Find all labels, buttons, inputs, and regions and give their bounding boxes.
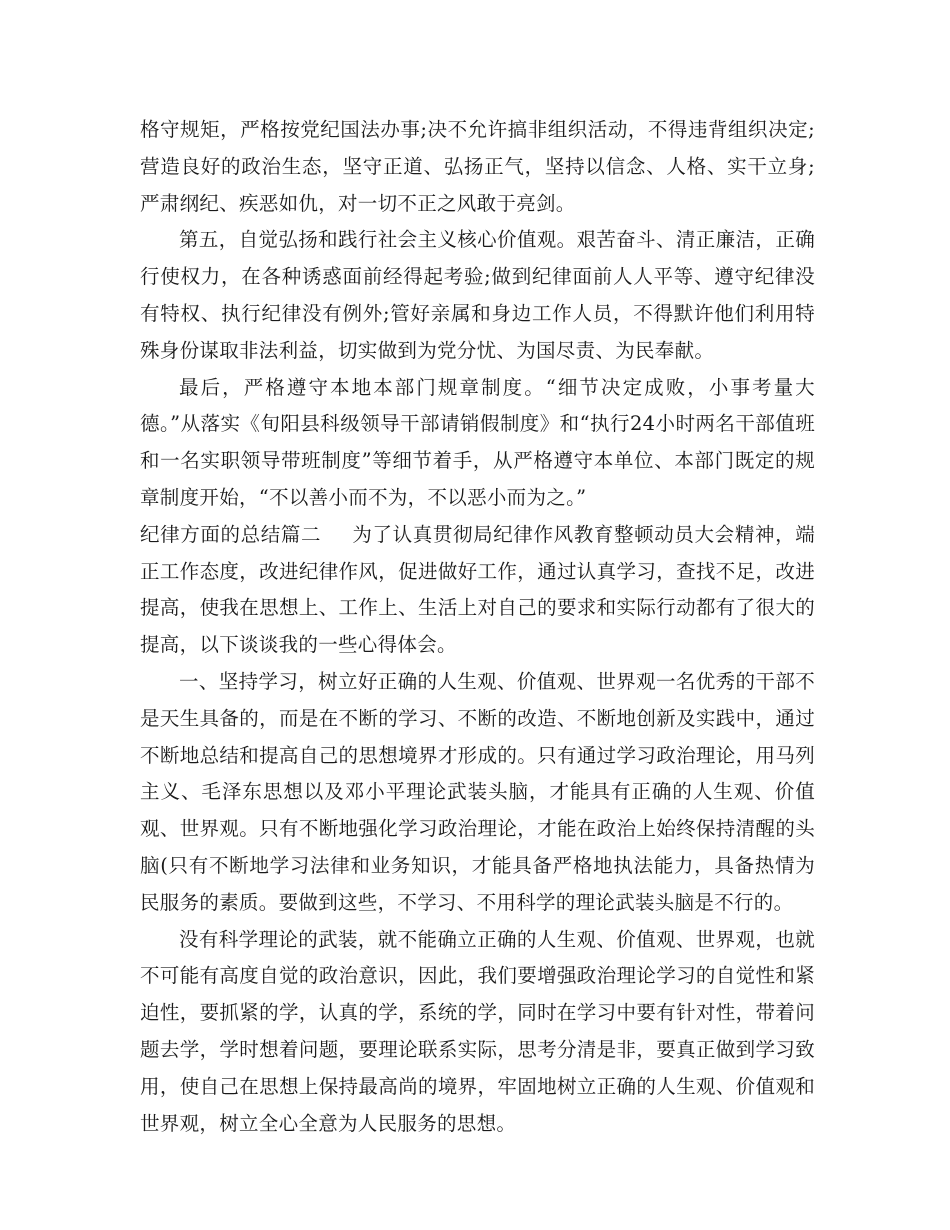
paragraph-point-one: 一、坚持学习，树立好正确的人生观、价值观、世界观一名优秀的干部不是天生具备的，而是在不断的学习、不断的改造、不断地创新及实践中，通过不断地总结和提高自己的思想境界才形成的。只有通过学习政治理论，用马列主义、毛泽东思想以及邓小平理论武装头脑，才能具有正确的人生观、价值观、世界观。只有不断地强化学习政治理论，才能在政治上始终保持清醒的头脑(只有不断地学习法律和业务知识，才能具备严格地执法能力，具备热情为民服务的素质。要做到这些，不学习、不用科学的理论武装头脑是不行的。 xyxy=(140,669,815,914)
paragraph-continuation: 格守规矩，严格按党纪国法办事;决不允许搞非组织活动，不得违背组织决定;营造良好的政治生态，坚守正道、弘扬正气，坚持以信念、人格、实干立身;严肃纲纪、疾恶如仇，对一切不正之风敢于亮剑。 xyxy=(140,118,815,215)
section-heading: 纪律方面的总结篇二 xyxy=(140,522,322,546)
paragraph-section-two xyxy=(140,517,815,664)
paragraph-fifth: 第五，自觉弘扬和践行社会主义核心价值观。艰苦奋斗、清正廉洁，正确行使权力，在各种诱惑面前经得起考验;做到纪律面前人人平等、遵守纪律没有特权、执行纪律没有例外;管好亲属和身边工作人员，不得默许他们利用特殊身份谋取非法利益，切实做到为党分忧、为国尽责、为民奉献。 xyxy=(140,228,815,362)
paragraph-theory: 没有科学理论的武装，就不能确立正确的人生观、价值观、世界观，也就不可能有高度自觉的政治意识，因此，我们要增强政治理论学习的自觉性和紧迫性，要抓紧的学，认真的学，系统的学，同时在学习中要有针对性，带着问题去学，学时想着问题，要理论联系实际，思考分清是非，要真正做到学习致用，使自己在思想上保持最高尚的境界，牢固地树立正确的人生观、价值观和世界观，树立全心全意为人民服务的思想。 xyxy=(140,927,815,1135)
paragraph-finally: 最后，严格遵守本地本部门规章制度。“细节决定成败，小事考量大德。”从落实《旬阳县科级领导干部请销假制度》和“执行24小时两名干部值班和一名实职领导带班制度”等细节着手，从严格遵守本单位、本部门既定的规章制度开始，“不以善小而不为，不以恶小而为之。” xyxy=(140,375,815,509)
section-intro-text: 为了认真贯彻局纪律作风教育整顿动员大会精神，端正工作态度，改进纪律作风，促进做好工作，通过认真学习，查找不足，改进提高，使我在思想上、工作上、生活上对自己的要求和实际行动都有了很大的提高，以下谈谈我的一些心得体会。 xyxy=(140,522,816,657)
document-body xyxy=(140,112,815,1142)
